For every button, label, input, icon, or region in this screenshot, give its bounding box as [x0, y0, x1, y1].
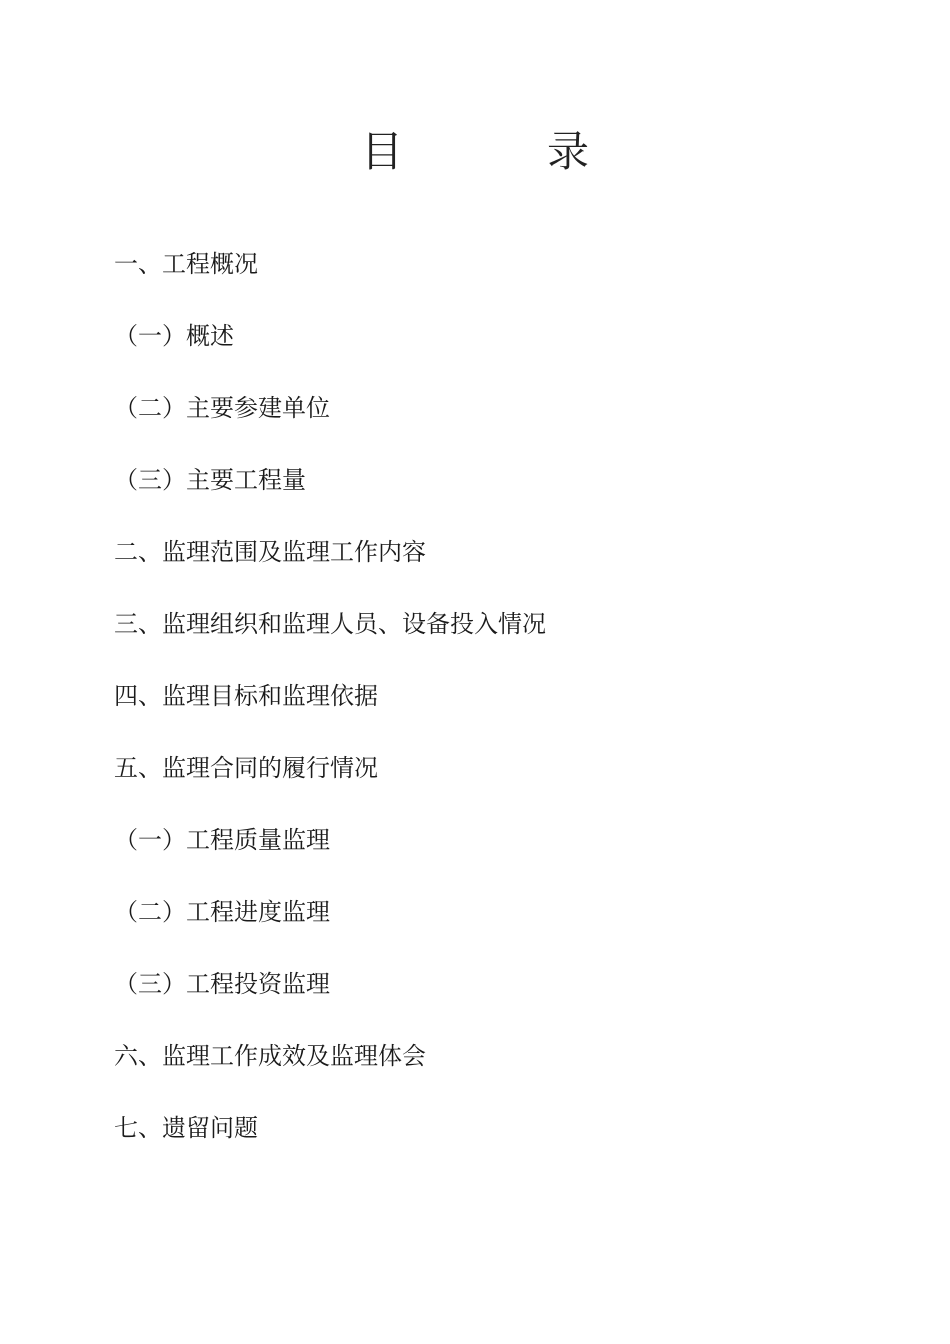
- toc-item-section-3: 三、监理组织和监理人员、设备投入情况: [114, 610, 546, 638]
- toc-item-5-2: （二）工程进度监理: [114, 898, 330, 926]
- toc-item-5-1: （一）工程质量监理: [114, 826, 330, 854]
- toc-list: [114, 240, 874, 1176]
- toc-item-5-3: （三）工程投资监理: [114, 970, 330, 998]
- toc-item-section-1: 一、工程概况: [114, 250, 258, 278]
- toc-item-section-4: 四、监理目标和监理依据: [114, 682, 378, 710]
- toc-item-section-2: 二、监理范围及监理工作内容: [114, 538, 426, 566]
- toc-title-char-1: 目: [361, 127, 404, 176]
- toc-title-char-2: 录: [547, 127, 590, 176]
- toc-item-section-6: 六、监理工作成效及监理体会: [114, 1042, 426, 1070]
- toc-title: [0, 122, 950, 182]
- toc-item-1-1: （一）概述: [114, 322, 234, 350]
- toc-item-section-5: 五、监理合同的履行情况: [114, 754, 378, 782]
- toc-item-1-2: （二）主要参建单位: [114, 394, 330, 422]
- toc-item-section-7: 七、遗留问题: [114, 1114, 258, 1142]
- toc-item-1-3: （三）主要工程量: [114, 466, 306, 494]
